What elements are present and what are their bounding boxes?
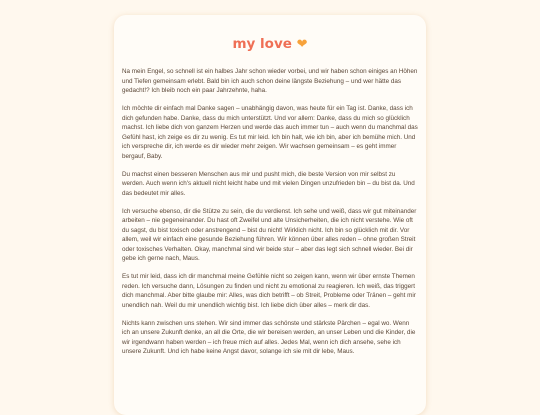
letter-paragraph-2: Ich möchte dir einfach mal Danke sagen – unabhängig davon, was heute für ein Tag ist. Danke, dass ich dich gefunden habe. Danke, dass du mich unterstützt. Und vor allem: Danke, dass du mich so glücklich machst. Ich liebe dich von ganzem Herzen und werde das auch immer tun – auch wenn du manchmal das Gefühl hast, ich zeige es dir zu wenig. Es tut mir leid. Ich bin halt, wie ich bin, aber ich bemühe mich. Und ich verspreche dir, ich werde es dir wieder mehr zeigen. Wir wachsen gemeinsam – es geht immer bergauf, Baby. xyxy=(122,105,418,160)
letter-card xyxy=(114,15,426,415)
page-title xyxy=(122,35,418,54)
title-text: my love xyxy=(232,36,292,52)
letter-paragraph-5: Es tut mir leid, dass ich dir manchmal meine Gefühle nicht so zeigen kann, wenn wir über ernste Themen reden. Ich versuche dann, Lösungen zu finden und nicht zu emotional zu reagieren. Ich weiß, das triggert dich manchmal. Aber bitte glaube mir: Alles, was dich betrifft – ob Streit, Probleme oder Tränen – geht mir unendlich nah. Weil du mir unendlich wichtig bist. Ich liebe dich über alles – merk dir das. xyxy=(122,273,416,309)
letter-paragraph-6: Nichts kann zwischen uns stehen. Wir sind immer das schönste und stärkste Pärchen – egal wo. Wenn ich an unsere Zukunft denke, an all die Orte, die wir bereisen werden, an unser Leben und die Kinder, die wir irgendwann haben werden – ich freue mich auf alles. Jedes Mal, wenn ich dich ansehe, sehe ich unsere Zukunft. Und ich habe keine Angst davor, solange ich sie mit dir lebe, Maus. xyxy=(122,319,416,355)
letter-paragraph-1: Na mein Engel, so schnell ist ein halbes Jahr schon wieder vorbei, und wir haben schon einiges an Höhen und Tiefen gemeinsam erlebt. Bald bin ich auch schon deine längste Beziehung – und wer hätte das gedacht!? Ich bleib noch ein paar Jahrzehnte, haha. xyxy=(122,68,418,94)
letter-paragraph-4: Ich versuche ebenso, dir die Stütze zu sein, die du verdienst. Ich sehe und weiß, dass wir gut miteinander arbeiten – nie gegeneinander. Du hast oft Zweifel und alte Unsicherheiten, die ich nicht verstehe. Wie oft du sagst, du bist toxisch oder anstrengend – bist du nicht! Wirklich nicht. Ich bin so glücklich mit dir. Vor allem, weil wir einfach eine gesunde Beziehung führen. Wir können über alles reden – ohne großen Streit oder toxisches Verhalten. Okay, manchmal sind wir beide stur – aber das legt sich schnell wieder. Bei dir gebe ich gerne nach, Maus. xyxy=(122,207,417,262)
letter-paragraph-3: Du machst einen besseren Menschen aus mir und pusht mich, die beste Version von mir selbst zu werden. Auch wenn ich's aktuell nicht leicht habe und mit vielen Dingen unzufrieden bin – du bist da. Und das bedeutet mir alles. xyxy=(122,170,415,197)
orange-heart-icon: ❤ xyxy=(296,37,308,52)
